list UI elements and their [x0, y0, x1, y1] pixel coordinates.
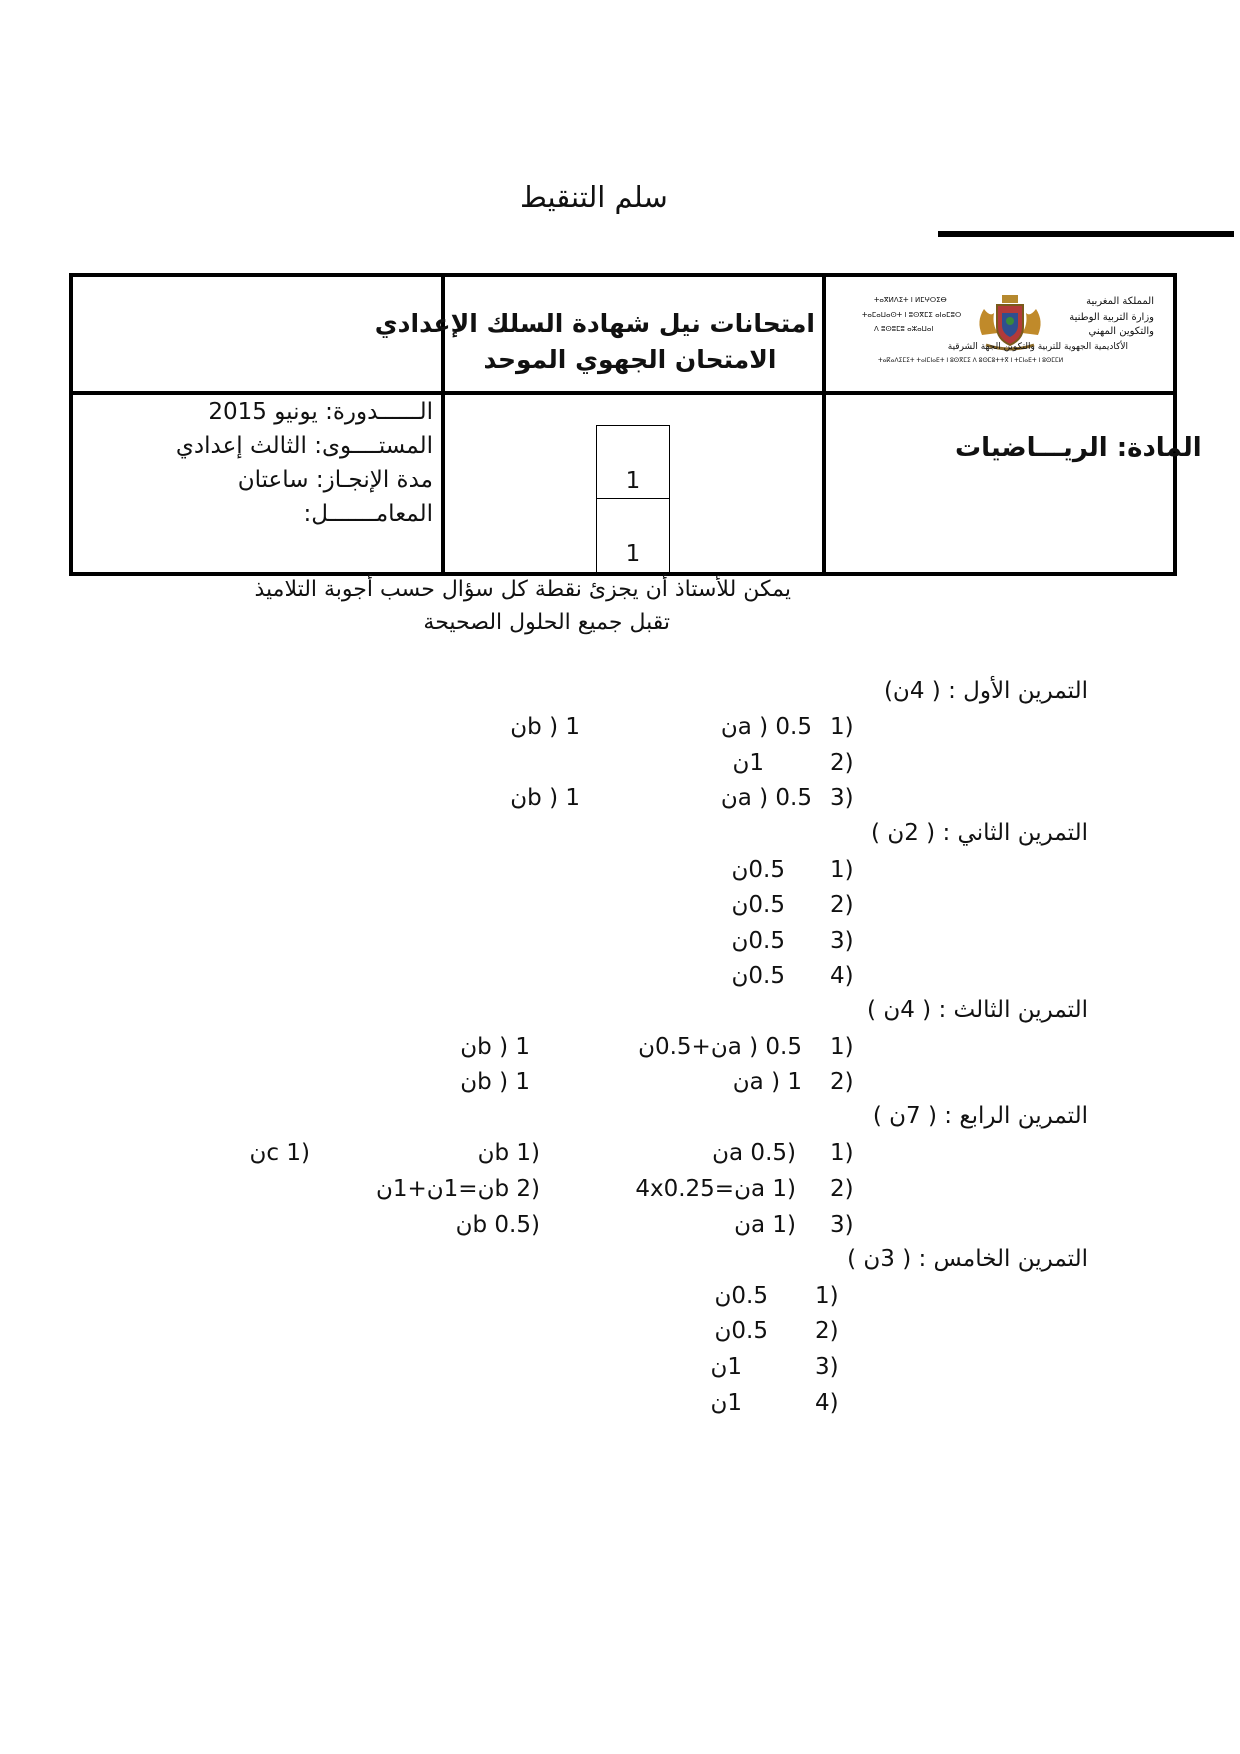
session-row	[180, 395, 433, 429]
note-partial-credit: يمكن للأستاذ أن يجزئ نقطة كل سؤال حسب أجوبة التلاميذ	[254, 577, 791, 602]
coefficient-row	[180, 497, 433, 531]
grade-box-1-value: 1	[625, 468, 641, 494]
ex3-q2-num: 2)	[830, 1069, 854, 1095]
ex5-q1-a: 0.5ن	[714, 1283, 768, 1309]
level-row	[175, 429, 433, 463]
duration-row	[180, 463, 433, 497]
ex5-q3-num: 3)	[815, 1354, 839, 1380]
ex4-q3-a: (a 1ن	[734, 1212, 796, 1238]
ex4-q2-num: 2)	[830, 1176, 854, 1202]
ex4-q1-a: (a 0.5ن	[712, 1140, 796, 1166]
logo-tifinagh-line2: ⵜⴰⵎⴰⵡⴰⵙⵜ ⵏ ⵓⵙⴳⵎⵉ ⴰⵏⴰⵎⵓⵔ	[862, 311, 962, 319]
level-label: المستــــوى:	[314, 433, 433, 459]
page-title: سلم التنقيط	[520, 180, 668, 214]
coefficient-label: المعامـــــــل:	[303, 501, 433, 527]
subject-label: المادة: الريـــاضيات	[955, 433, 1202, 463]
ex3-q1-b: b ) 1ن	[460, 1034, 530, 1060]
ex4-q1-c: (c 1ن	[249, 1140, 310, 1166]
ex1-q3-num: 3)	[830, 785, 854, 811]
ex5-q3-a: 1ن	[710, 1354, 742, 1380]
exercise-1-title: التمرين الأول : ( 4ن)	[883, 678, 1088, 704]
ex1-q3-a: a ) 0.5ن	[720, 785, 812, 811]
ex3-q2-a: a ) 1ن	[732, 1069, 802, 1095]
ex2-q1-a: 0.5ن	[731, 857, 785, 883]
ex1-q3-b: b ) 1ن	[510, 785, 580, 811]
exam-meta	[175, 395, 433, 531]
exam-title-line2: الامتحان الجهوي الموحد	[483, 345, 777, 374]
ex5-q4-a: 1ن	[710, 1390, 742, 1416]
duration-label: مدة الإنجـاز:	[315, 467, 433, 493]
ex2-q4-a: 0.5ن	[731, 963, 785, 989]
ex1-q1-b: b ) 1ن	[510, 714, 580, 740]
session-label: الــــــدورة:	[325, 399, 433, 425]
grade-box-2	[596, 498, 670, 573]
logo-arabic-line3: والتكوين المهني	[1088, 326, 1154, 337]
exercise-5-title: التمرين الخامس : ( 3ن )	[847, 1246, 1088, 1272]
level-value: الثالث إعدادي	[175, 433, 307, 459]
ex4-q1-b: (b 1ن	[477, 1140, 540, 1166]
logo-tifinagh-line3: ⴷ ⵓⵙⵓⵎⵓ ⴰⵣⴰⵡⴰⵏ	[874, 325, 934, 333]
grade-box-1	[596, 425, 670, 499]
ex2-q2-num: 2)	[830, 892, 854, 918]
exercise-2-title: التمرين الثاني : ( 2ن )	[871, 820, 1088, 846]
grade-box-2-value: 1	[625, 541, 641, 567]
logo-academy-tifinagh: ⵜⴰⴽⴰⴷⵉⵎⵉⵜ ⵜⴰⵏⵎⵏⴰⴹⵜ ⵏ ⵓⵙⴳⵎⵉ ⴷ ⵓⵙⵎⵓⵜⵜⴳ ⵏ ⵜⵎⵏⴰⴹⵜ ⵏ ⵓⵙⵎⵎⵍ	[878, 357, 1064, 364]
ministry-logo	[862, 287, 1154, 383]
logo-tifinagh-line1: ⵜⴰⴳⵍⴷⵉⵜ ⵏ ⵍⵎⵖⵔⵉⴱ	[874, 296, 947, 304]
session-value: يونيو 2015	[208, 399, 318, 425]
ex4-q2-a: (a 1ن=4x0.25	[635, 1176, 796, 1202]
ex3-q2-b: b ) 1ن	[460, 1069, 530, 1095]
exercise-3-title: التمرين الثالث : ( 4ن )	[867, 997, 1088, 1023]
ex5-q2-num: 2)	[815, 1318, 839, 1344]
ex4-q3-b: (b 0.5ن	[455, 1212, 540, 1238]
ex4-q3-num: 3)	[830, 1212, 854, 1238]
note-all-solutions: تقبل جميع الحلول الصحيحة	[423, 610, 670, 635]
ex2-q1-num: 1)	[830, 857, 854, 883]
logo-academy-arabic: الأكاديمية الجهوية للتربية والتكوين الجهة الشرقية	[947, 342, 1128, 352]
ex5-q4-num: 4)	[815, 1390, 839, 1416]
title-rule	[938, 231, 1234, 237]
ex4-q2-b: (b 2ن=1ن+1ن	[375, 1176, 540, 1202]
ex5-q2-a: 0.5ن	[714, 1318, 768, 1344]
exercise-4-title: التمرين الرابع : ( 7ن )	[872, 1103, 1088, 1129]
ex2-q4-num: 4)	[830, 963, 854, 989]
ex2-q3-a: 0.5ن	[731, 928, 785, 954]
ex5-q1-num: 1)	[815, 1283, 839, 1309]
logo-arabic-line2: وزارة التربية الوطنية	[1069, 312, 1154, 323]
logo-arabic-line1: المملكة المغربية	[1086, 296, 1154, 307]
ex1-q1-num: 1)	[830, 714, 854, 740]
header-divider-right	[822, 277, 826, 572]
ex4-q1-num: 1)	[830, 1140, 854, 1166]
ex3-q1-num: 1)	[830, 1034, 854, 1060]
exam-title-line1: امتحانات نيل شهادة السلك الإعدادي	[374, 309, 815, 338]
ex3-q1-a: a ) 0.5ن+0.5ن	[638, 1034, 802, 1060]
duration-value: ساعتان	[237, 467, 309, 493]
ex2-q3-num: 3)	[830, 928, 854, 954]
ex2-q2-a: 0.5ن	[731, 892, 785, 918]
ex1-q2-a: 1ن	[732, 750, 764, 776]
ex1-q2-num: 2)	[830, 750, 854, 776]
ex1-q1-a: a ) 0.5ن	[720, 714, 812, 740]
